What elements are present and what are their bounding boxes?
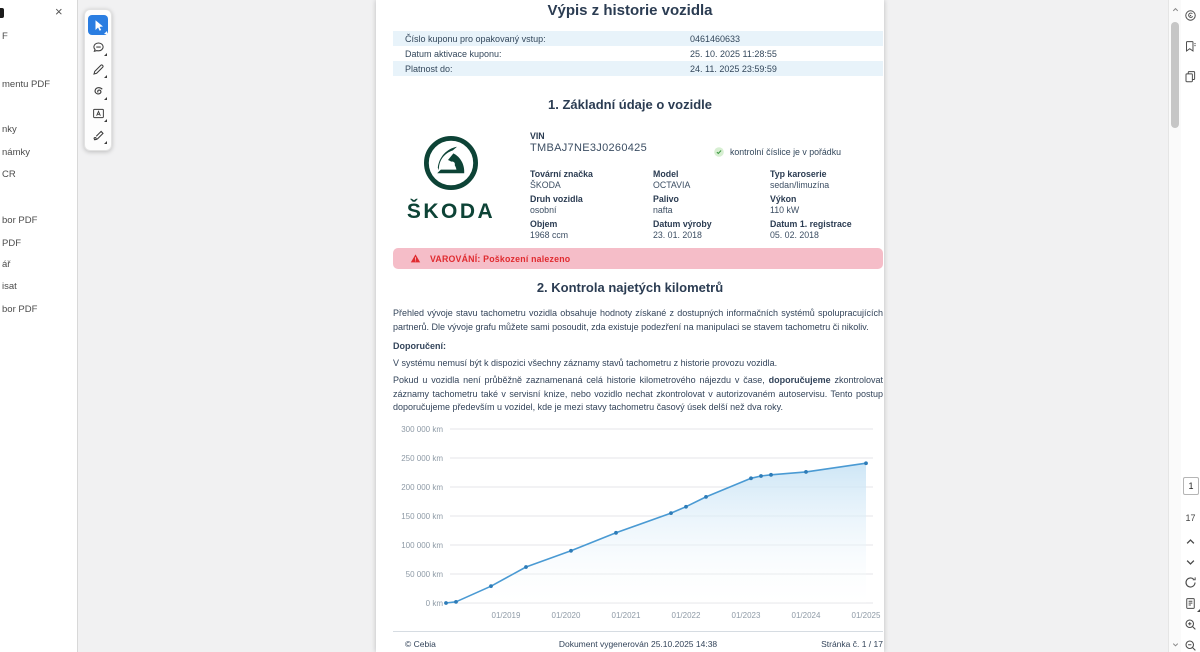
vin-check-text: kontrolní číslice je v pořádku	[730, 147, 841, 157]
coupon-table-row	[393, 46, 883, 61]
svg-text:100 000 km: 100 000 km	[401, 540, 443, 550]
svg-text:01/2022: 01/2022	[671, 611, 701, 620]
spec-value: osobní	[530, 205, 557, 215]
copy-pages-icon[interactable]	[1182, 68, 1199, 85]
paragraph-advice-bold: doporučujeme	[768, 375, 831, 385]
spec-value: 23. 01. 2018	[653, 230, 702, 240]
footer-generated: Dokument vygenerován 25.10.2025 14:38	[558, 639, 718, 649]
spec-label: Druh vozidla	[530, 194, 583, 204]
spec-label: Datum 1. registrace	[770, 219, 852, 229]
pdf-page	[376, 0, 884, 652]
page-number-input[interactable]	[1183, 477, 1199, 495]
zoom-out-icon[interactable]	[1182, 637, 1199, 652]
close-panel-button[interactable]: ×	[55, 4, 63, 19]
scrollbar-thumb[interactable]	[1171, 22, 1179, 128]
footer-divider	[393, 631, 883, 632]
coupon-row-value: 25. 10. 2025 11:28:55	[690, 48, 777, 59]
coupon-table-row	[393, 61, 883, 76]
svg-text:01/2025: 01/2025	[851, 611, 881, 620]
coupon-row-value: 24. 11. 2025 23:59:59	[690, 63, 777, 74]
spec-value: ŠKODA	[530, 180, 561, 190]
rotate-page-icon[interactable]	[1182, 574, 1199, 591]
footer-copyright: © Cebia	[405, 639, 436, 649]
vertical-scrollbar[interactable]	[1168, 0, 1181, 652]
menu-item-fragment[interactable]: F	[2, 31, 8, 42]
spec-label: Typ karoserie	[770, 169, 827, 179]
coupon-row-value: 0461460633	[690, 33, 741, 44]
skoda-logo	[393, 133, 509, 224]
footer-page-number: Stránka č. 1 / 17	[821, 639, 883, 649]
scroll-up-icon[interactable]	[1169, 3, 1181, 15]
pencil-tool-button[interactable]	[88, 59, 108, 79]
spec-value: sedan/limuzína	[770, 180, 830, 190]
skoda-emblem-icon	[421, 133, 481, 193]
truncated-icon	[0, 8, 4, 18]
warning-text: VAROVÁNÍ: Poškození nalezeno	[430, 253, 571, 264]
svg-text:01/2020: 01/2020	[551, 611, 581, 620]
spec-value: 110 kW	[770, 205, 800, 215]
scroll-down-icon[interactable]	[1169, 638, 1181, 650]
warning-triangle-icon	[410, 253, 421, 264]
add-text-tool-button[interactable]	[88, 103, 108, 123]
svg-text:01/2019: 01/2019	[491, 611, 521, 620]
svg-text:01/2024: 01/2024	[791, 611, 821, 620]
spec-label: Datum výroby	[653, 219, 712, 229]
paragraph-advice-text: Pokud u vozidla není průběžně zaznamenaná celá historie kilometrového nájezdu v čase,	[393, 375, 769, 385]
page-up-icon[interactable]	[1182, 533, 1199, 550]
svg-text:01/2023: 01/2023	[731, 611, 761, 620]
spec-value: nafta	[653, 205, 673, 215]
paragraph-advice-text: zkontrolovat záznamy tachometru také v servisní knize, nebo vozidlo nechat zkontrolovat v autorizovaném autoservisu. Tento postup doporučujeme především u vozidel, kde je mezi stavy tachometru časový úsek delší než dva roky.	[393, 375, 883, 412]
coupon-info-table	[393, 31, 883, 76]
svg-text:150 000 km: 150 000 km	[401, 511, 443, 521]
spec-value: 05. 02. 2018	[770, 230, 819, 240]
vin-check-badge	[713, 146, 841, 158]
spec-value: OCTAVIA	[653, 180, 691, 190]
mileage-chart	[393, 418, 883, 625]
paragraph-recommendation-label: Doporučení:	[393, 341, 446, 351]
zoom-in-icon[interactable]	[1182, 616, 1199, 633]
paragraph-note: V systému nemusí být k dispozici všechny záznamy stavů tachometru z historie provozu vozidla.	[393, 358, 778, 368]
quick-tools-toolbar	[84, 9, 112, 151]
menu-item-fragment[interactable]: bor PDF	[2, 304, 38, 315]
coupon-row-label: Datum aktivace kuponu:	[405, 48, 502, 59]
page-down-icon[interactable]	[1182, 554, 1199, 571]
menu-item-fragment[interactable]: bor PDF	[2, 215, 38, 226]
draw-loop-tool-button[interactable]	[88, 81, 108, 101]
spec-label: Model	[653, 169, 679, 179]
svg-text:300 000 km: 300 000 km	[401, 424, 443, 434]
menu-item-fragment[interactable]: ář	[2, 259, 11, 270]
check-circle-icon	[713, 146, 725, 158]
vin-label: VIN	[530, 131, 545, 141]
svg-text:200 000 km: 200 000 km	[401, 482, 443, 492]
coupon-row-label: Číslo kuponu pro opakovaný vstup:	[405, 33, 546, 44]
section-2-title: 2. Kontrola najetých kilometrů	[536, 280, 724, 295]
menu-item-fragment[interactable]: isat	[2, 281, 17, 292]
svg-text:0 km: 0 km	[425, 598, 443, 608]
warning-banner	[393, 248, 883, 269]
paragraph-advice	[393, 374, 883, 415]
menu-item-fragment[interactable]: PDF	[2, 238, 21, 249]
spec-label: Tovární značka	[530, 169, 593, 179]
comment-tool-button[interactable]	[88, 37, 108, 57]
left-menu-panel	[0, 0, 78, 652]
menu-item-fragment[interactable]: námky	[2, 147, 30, 158]
menu-item-fragment[interactable]: mentu PDF	[2, 79, 51, 90]
total-pages-label: 17	[1185, 513, 1196, 523]
spec-label: Výkon	[770, 194, 797, 204]
menu-item-fragment[interactable]: nky	[2, 124, 17, 135]
fill-sign-tool-button[interactable]	[88, 125, 108, 145]
vin-value: TMBAJ7NE3J0260425	[530, 142, 647, 154]
coupon-table-row	[393, 31, 883, 46]
document-title: Výpis z historie vozidla	[547, 2, 713, 19]
svg-text:50 000 km: 50 000 km	[405, 569, 443, 579]
svg-text:01/2021: 01/2021	[611, 611, 641, 620]
menu-item-fragment[interactable]: CR	[2, 169, 16, 180]
paragraph-overview: Přehled vývoje stavu tachometru vozidla obsahuje hodnoty získané z dostupných informačních systémů spolupracujících partnerů. Dle vývoje grafu můžete sami posoudit, zda existuje podezření na manipulaci se stavem tachometru či nikoliv.	[393, 308, 883, 332]
spec-value: 1968 ccm	[530, 230, 569, 240]
section-1-title: 1. Základní údaje o vozidle	[548, 97, 712, 112]
coupon-row-label: Platnost do:	[405, 63, 453, 74]
bookmark-icon[interactable]	[1182, 38, 1199, 55]
select-tool-button[interactable]	[88, 15, 108, 35]
spec-label: Objem	[530, 219, 558, 229]
mileage-chart-svg	[393, 418, 883, 625]
page-view-icon[interactable]	[1182, 595, 1199, 612]
skoda-wordmark: ŠKODA	[406, 200, 496, 223]
right-tool-rail	[1181, 0, 1200, 652]
svg-text:250 000 km: 250 000 km	[401, 453, 443, 463]
ai-assistant-icon[interactable]	[1182, 7, 1199, 24]
spec-label: Palivo	[653, 194, 679, 204]
